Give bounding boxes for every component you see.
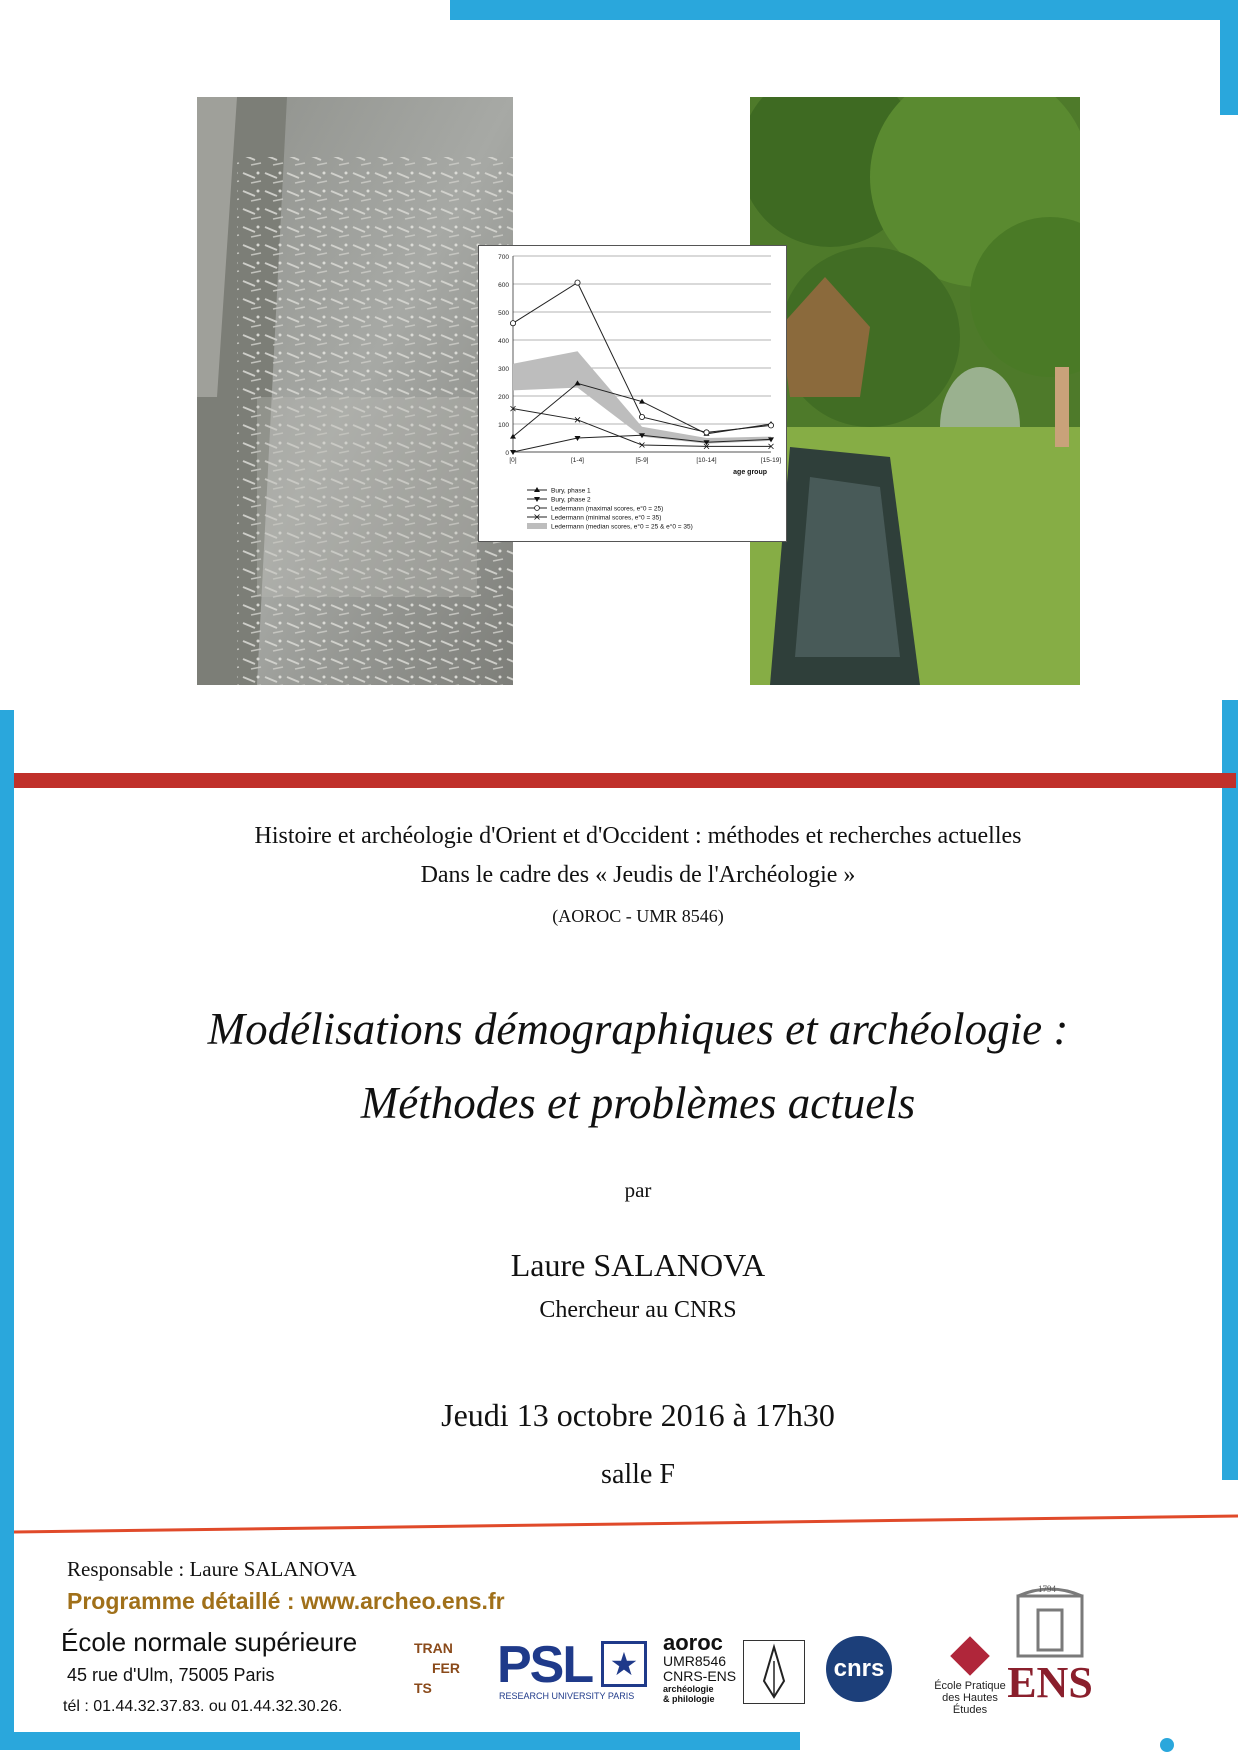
y-tick-label: 200 — [498, 394, 509, 401]
x-tick-label: [1-4] — [570, 457, 585, 464]
legend-band-swatch — [527, 523, 547, 529]
legend-label: Ledermann (maximal scores, e°0 = 25) — [551, 505, 664, 513]
ens-year: 1794 — [1038, 1584, 1056, 1594]
pen-icon — [743, 1640, 805, 1704]
talk-title-line-2: Méthodes et problèmes actuels — [360, 1078, 916, 1128]
data-point — [510, 450, 516, 455]
x-tick-label: [15-19] — [760, 457, 782, 464]
transferts-logo-text-1: TRAN — [414, 1640, 453, 1656]
ens-building-icon — [1012, 1582, 1088, 1660]
chart-svg — [479, 246, 786, 541]
responsable-line: Responsable : Laure SALANOVA — [67, 1557, 357, 1581]
aoroc-logo-text: aoroc — [663, 1630, 723, 1655]
series-line-1: Histoire et archéologie d'Orient et d'Occident : méthodes et recherches actuelles — [254, 823, 1022, 849]
ephe-name-line-1: École Pratique — [934, 1680, 1006, 1692]
ens-logo-text: ENS — [1007, 1658, 1093, 1707]
transferts-logo-text-3: TS — [414, 1680, 432, 1696]
data-point — [704, 430, 709, 435]
x-tick-label: [10-14] — [696, 457, 717, 464]
speaker-role: Chercheur au CNRS — [539, 1297, 737, 1323]
data-point — [639, 414, 644, 419]
talk-title-line-1: Modélisations démographiques et archéologie : — [207, 1004, 1069, 1054]
data-point — [510, 321, 515, 326]
ephe-emblem-icon — [950, 1636, 990, 1676]
aoroc-archeologie: archéologie — [663, 1684, 714, 1694]
x-tick-label: [5-9] — [635, 457, 649, 464]
star-icon: ★ — [601, 1641, 647, 1687]
series-line-2: Dans le cadre des « Jeudis de l'Archéologie » — [420, 862, 856, 888]
aoroc-logo — [663, 1632, 813, 1706]
top-accent-bar — [450, 0, 1238, 20]
data-point — [768, 423, 773, 428]
y-tick-label: 500 — [498, 310, 509, 317]
y-tick-label: 300 — [498, 366, 509, 373]
cnrs-logo — [826, 1636, 892, 1702]
y-tick-label: 400 — [498, 338, 509, 345]
school-phone: tél : 01.44.32.37.83. ou 01.44.32.30.26. — [63, 1698, 343, 1715]
school-name: École normale supérieure — [61, 1627, 358, 1657]
legend-label: Ledermann (minimal scores, e°0 = 35) — [551, 514, 662, 522]
cnrs-logo-text: cnrs — [833, 1655, 885, 1682]
speaker-name: Laure SALANOVA — [510, 1247, 766, 1283]
aoroc-umr: UMR8546 — [663, 1653, 727, 1669]
right-accent-bar — [1220, 0, 1238, 115]
psl-logo-subtitle: RESEARCH UNIVERSITY PARIS — [499, 1691, 635, 1701]
school-address: 45 rue d'Ulm, 75005 Paris — [67, 1665, 275, 1685]
data-point — [575, 280, 580, 285]
legend-label: Ledermann (median scores, e°0 = 25 & e°0 = 35) — [551, 523, 693, 531]
footer-separator — [14, 1510, 1238, 1540]
aoroc-cnrs-ens: CNRS-ENS — [663, 1668, 737, 1684]
x-axis-label: age group — [733, 469, 767, 476]
ephe-name-line-2: des Hautes Études — [942, 1692, 998, 1716]
y-tick-label: 700 — [498, 254, 509, 261]
y-tick-label: 100 — [498, 422, 509, 429]
psl-logo-text: PSL — [497, 1636, 593, 1694]
by-label: par — [624, 1178, 652, 1202]
x-tick-label: [0] — [509, 457, 517, 464]
landscape-photo — [750, 97, 1080, 685]
legend-label: Bury, phase 2 — [551, 496, 591, 504]
psl-logo — [497, 1635, 647, 1701]
programme-link[interactable]: Programme détaillé : www.archeo.ens.fr — [67, 1588, 505, 1614]
legend-label: Bury, phase 1 — [551, 487, 591, 495]
transferts-logo — [414, 1638, 484, 1708]
excavation-photo — [197, 97, 513, 685]
legend-marker — [535, 506, 540, 511]
transferts-logo-text-2: FER — [432, 1660, 460, 1676]
red-separator — [14, 773, 1236, 788]
y-tick-label: 600 — [498, 282, 509, 289]
event-room: salle F — [601, 1459, 675, 1490]
demography-chart — [478, 245, 787, 542]
aoroc-philologie: & philologie — [663, 1694, 715, 1704]
ens-logo — [1000, 1582, 1100, 1712]
event-datetime: Jeudi 13 octobre 2016 à 17h30 — [441, 1397, 835, 1433]
bottom-accent-bar — [14, 1732, 800, 1750]
series-line-3: (AOROC - UMR 8546) — [552, 906, 724, 926]
y-tick-label: 0 — [505, 450, 509, 457]
